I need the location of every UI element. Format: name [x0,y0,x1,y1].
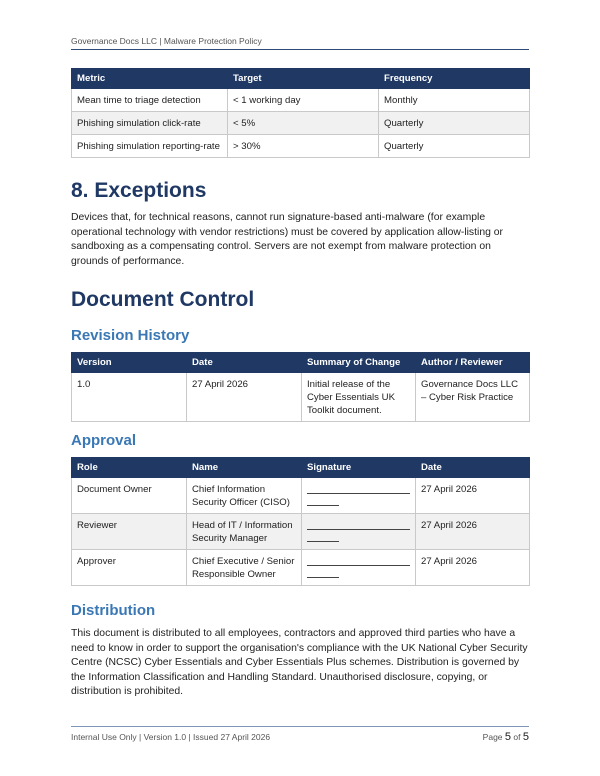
revision-history-heading: Revision History [71,327,190,344]
signature-line [307,519,410,530]
column-header: Summary of Change [302,353,416,373]
column-header: Author / Reviewer [416,353,530,373]
table-cell: Document Owner [72,478,187,514]
footer-info: Internal Use Only | Version 1.0 | Issued 27 April 2026 [71,732,271,742]
signature-line [307,567,339,578]
page-footer [71,726,529,742]
table-cell: Phishing simulation reporting-rate [72,135,228,158]
table-header-row [72,69,530,89]
table-cell: Initial release of the Cyber Essentials UK Toolkit document. [302,373,416,422]
table-row [72,478,530,514]
table-cell: 27 April 2026 [187,373,302,422]
table-cell: Chief Executive / Senior Responsible Owner [187,550,302,586]
table-row [72,89,530,112]
table-cell: Reviewer [72,514,187,550]
signature-line [307,483,410,494]
table-cell: < 5% [228,112,379,135]
column-header: Version [72,353,187,373]
table-cell: Governance Docs LLC – Cyber Risk Practice [416,373,530,422]
page-of: of [513,732,521,742]
column-header: Date [416,458,530,478]
exceptions-paragraph: Devices that, for technical reasons, cannot run signature-based anti-malware (for example operational technology with vendor restrictions) must be covered by application allow-listing or sandboxing as a compensating control. Servers are not exempt from malware protection on grounds of performance. [71,212,504,267]
table-header-row [72,353,530,373]
table-cell: > 30% [228,135,379,158]
signature-cell[interactable] [302,550,416,586]
table-cell: Quarterly [379,112,530,135]
metrics-table [71,68,530,158]
signature-cell[interactable] [302,514,416,550]
column-header: Role [72,458,187,478]
distribution-paragraph: This document is distributed to all employees, contractors and approved third parties who have a need to know in order to support the organisation's compliance with the UK National Cyber Security Centre (NCSC) Cyber Essentials and Cyber Essentials Plus schemes. Distribution is governed by the Information Classification and Handling Standard. Unauthorised disclosure, copying, or distribution is prohibited. [71,628,528,698]
table-header-row [72,458,530,478]
table-cell: Chief Information Security Officer (CISO) [187,478,302,514]
table-row [72,135,530,158]
distribution-heading: Distribution [71,602,156,619]
table-cell: 27 April 2026 [416,478,530,514]
table-cell: Phishing simulation click-rate [72,112,228,135]
table-cell: Quarterly [379,135,530,158]
column-header: Signature [302,458,416,478]
table-cell: 1.0 [72,373,187,422]
page-header: Governance Docs LLC | Malware Protection Policy [71,36,529,50]
approval-table [71,457,530,586]
column-header: Frequency [379,69,530,89]
table-cell: Head of IT / Information Security Manager [187,514,302,550]
table-cell: 27 April 2026 [416,550,530,586]
revision-history-table [71,352,530,422]
approval-heading: Approval [71,432,137,449]
column-header: Name [187,458,302,478]
document-control-heading: Document Control [71,288,255,311]
exceptions-heading: 8. Exceptions [71,179,207,202]
table-row [72,112,530,135]
page-label: Page [482,732,503,742]
column-header: Date [187,353,302,373]
page-total: 5 [522,731,529,743]
table-row [72,514,530,550]
table-cell: < 1 working day [228,89,379,112]
table-cell: Mean time to triage detection [72,89,228,112]
signature-line [307,531,339,542]
table-row [72,550,530,586]
page-current: 5 [504,731,512,743]
column-header: Metric [72,69,228,89]
column-header: Target [228,69,379,89]
signature-cell[interactable] [302,478,416,514]
table-cell: Approver [72,550,187,586]
signature-line [307,555,410,566]
table-row [72,373,530,422]
table-cell: Monthly [379,89,530,112]
signature-line [307,495,339,506]
page-number [483,731,529,743]
table-cell: 27 April 2026 [416,514,530,550]
